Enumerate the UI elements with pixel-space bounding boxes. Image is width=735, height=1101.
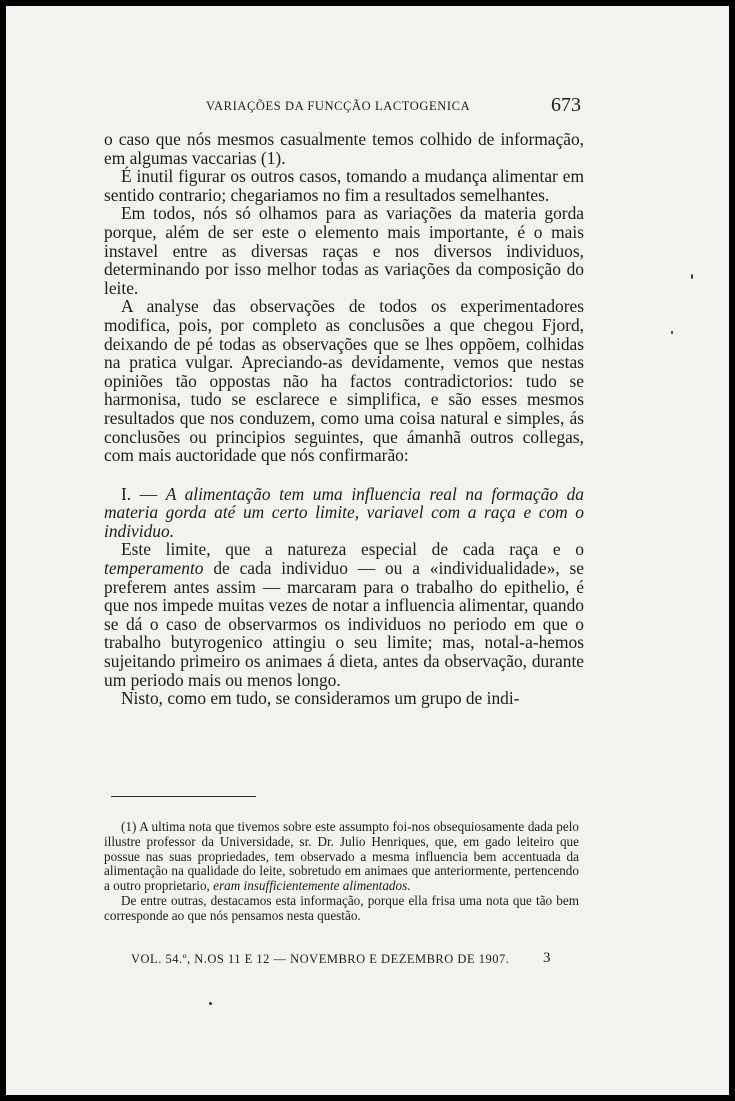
page-number: 673 xyxy=(551,94,581,116)
ink-speck xyxy=(671,331,673,334)
book-page xyxy=(6,6,729,1095)
paragraph-continuation: o caso que nós mesmos casualmente temos colhido de informação, em algumas vaccarias (1). xyxy=(104,129,584,168)
paragraph: Nisto, como em tudo, se consideramos um grupo de indi- xyxy=(121,688,520,709)
paragraph: Em todos, nós só olhamos para as variações da materia gorda porque, além de ser este o elemento mais importante, é o mais instavel entre as diversas raças e nos diversos individuos, determinando por isso melhor todas as variações da composição do leite. xyxy=(104,203,584,298)
body-text xyxy=(104,130,584,708)
signature-mark: 3 xyxy=(543,950,551,966)
paragraph: É inutil figurar os outros casos, tomando a mudança alimentar em sentido contrario; chegariamos no fim a resultados semelhantes. xyxy=(104,166,584,205)
paragraph-text: Este limite, que a natureza especial de cada raça e o xyxy=(121,539,584,560)
issue-line xyxy=(131,952,551,967)
running-head: VARIAÇÕES DA FUNCÇÃO LACTOGENICA xyxy=(206,99,471,113)
footnote xyxy=(104,820,579,894)
footnotes xyxy=(104,820,579,924)
footnote-emphasis: eram insufficientemente alimentados. xyxy=(213,878,411,894)
principle-statement: A alimentação tem uma influencia real na formação da materia gorda até um certo limite, variavel com a raça e com o individuo. xyxy=(104,483,584,541)
footnote-text: (1) A ultima nota que tivemos sobre este assumpto foi-nos obsequiosamente dada pelo illustre professor da Universidade, sr. Dr. Julio Henriques, que, em gado leiteiro que possue nas suas propriedades, tem observado a mesma influencia bem accentuada da alimentação na qualidade do leite, sobretudo em animaes que anteriormente, pertencendo a outro proprietario, xyxy=(104,819,579,894)
paragraph xyxy=(104,540,584,689)
footnote: De entre outras, destacamos esta informação, porque ella frisa uma nota que tão bem corresponde ao que nós pensamos nesta questão. xyxy=(104,892,579,923)
paragraph-emphasis: temperamento xyxy=(104,558,204,579)
paragraph: A analyse das observações de todos os experimentadores modifica, pois, por completo as conclusões a que chegou Fjord, deixando de pé todas as observações que se lhes oppõem, colhidas na pratica vulgar. Apreciando-as devidamente, vemos que nestas opiniões tão oppostas não ha factos contradictorios: tudo se harmonisa, tudo se esclarece e simplifica, e são esses mesmos resultados que nos conduzem, como uma coisa natural e simples, ás conclusões ou principios seguintes, que ámanhã outros collegas, com mais auctoridade que nós confirmarão: xyxy=(104,296,584,466)
issue-info: VOL. 54.º, N.OS 11 E 12 — NOVEMBRO E DEZEMBRO DE 1907. xyxy=(131,952,510,966)
paragraph-text: de cada individuo — ou a «individualidade», se preferem antes assim — marcaram para o trabalho do epithelio, é que nos impede muitas vezes de notar a influencia alimentar, quando se dá o caso de observarmos os individuos no periodo em que o trabalho butyrogenico attingiu o seu limite; mas, notal-a-hemos sujeitando primeiro os animaes á dieta, antes da observação, durante um periodo mais ou menos longo. xyxy=(104,558,584,690)
principle-heading xyxy=(104,485,584,541)
ink-speck xyxy=(209,1002,212,1005)
page-header xyxy=(6,94,729,122)
ink-speck xyxy=(691,274,693,279)
principle-number: I. — xyxy=(121,483,166,504)
footnote-divider xyxy=(111,796,256,797)
